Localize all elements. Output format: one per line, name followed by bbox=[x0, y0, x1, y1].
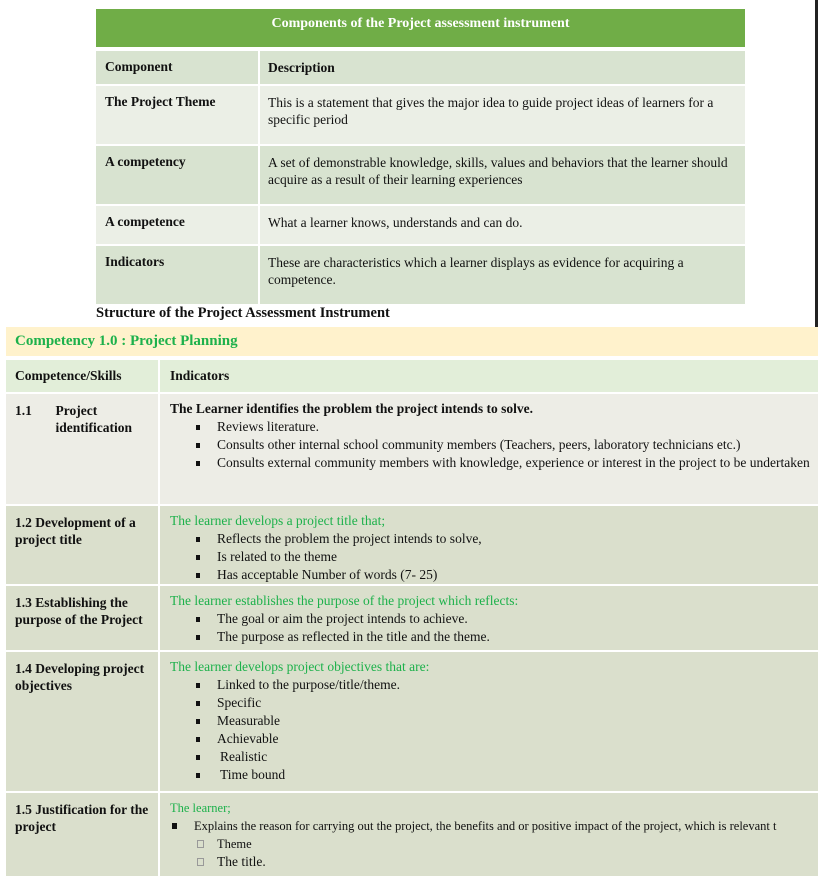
skill-number: 1.1 bbox=[15, 403, 32, 418]
indicator-list bbox=[170, 817, 818, 835]
table-row bbox=[6, 394, 818, 506]
indicator-item: Explains the reason for carrying out the project, the benefits and or positive impact of the project, which is relevant t bbox=[170, 817, 818, 835]
indicator-subitem: The title. bbox=[192, 853, 818, 871]
indicator-item: Time bound bbox=[192, 766, 818, 784]
indicator-list bbox=[170, 676, 818, 784]
indicators-cell bbox=[160, 506, 818, 584]
indicator-item: The goal or aim the project intends to achieve. bbox=[192, 610, 818, 628]
table-row bbox=[6, 506, 818, 586]
indicator-item: Linked to the purpose/title/theme. bbox=[192, 676, 818, 694]
component-description: These are characteristics which a learner displays as evidence for acquiring a competence. bbox=[268, 255, 684, 287]
header-competence-skills: Competence/Skills bbox=[6, 360, 160, 392]
components-table bbox=[96, 9, 745, 306]
indicator-item: Measurable bbox=[192, 712, 818, 730]
indicator-item: Is related to the theme bbox=[192, 548, 818, 566]
skill-name: 1.2 Development of a project title bbox=[6, 506, 160, 584]
skill-name: 1.3 Establishing the purpose of the Project bbox=[6, 586, 160, 650]
competency-banner: Competency 1.0 : Project Planning bbox=[6, 327, 818, 360]
table-row bbox=[96, 246, 745, 306]
table-row bbox=[6, 793, 818, 878]
skill-cell bbox=[6, 394, 160, 504]
header-indicators: Indicators bbox=[170, 368, 230, 383]
indicator-subitem: Theme bbox=[192, 835, 818, 853]
indicator-list bbox=[170, 530, 818, 584]
indicator-lead: The learner develops project objectives that are: bbox=[170, 659, 430, 674]
component-description: A set of demonstrable knowledge, skills, values and behaviors that the learner should acquire as a result of their learning experiences bbox=[268, 155, 728, 187]
indicator-list bbox=[170, 610, 818, 646]
indicator-lead: The learner develops a project title that; bbox=[170, 513, 386, 528]
structure-table bbox=[6, 327, 818, 878]
skill-name: 1.5 Justification for the project bbox=[6, 793, 160, 876]
structure-heading: Structure of the Project Assessment Instrument bbox=[96, 305, 390, 321]
component-name: The Project Theme bbox=[96, 86, 260, 144]
indicator-item: Consults other internal school community members (Teachers, peers, laboratory technicians etc.) bbox=[192, 436, 818, 454]
indicator-lead: The learner establishes the purpose of the project which reflects: bbox=[170, 593, 519, 608]
table-row bbox=[6, 586, 818, 652]
component-name: Indicators bbox=[96, 246, 260, 304]
indicators-cell bbox=[160, 652, 818, 791]
indicator-item: Consults external community members with knowledge, experience or interest in the project to be undertaken bbox=[192, 454, 818, 472]
table-row bbox=[6, 652, 818, 793]
table-row bbox=[96, 86, 745, 146]
components-table-title: Components of the Project assessment instrument bbox=[96, 9, 745, 51]
component-description: What a learner knows, understands and can do. bbox=[268, 215, 523, 230]
indicators-cell bbox=[160, 394, 818, 504]
header-description: Description bbox=[268, 60, 335, 75]
table-row bbox=[96, 206, 745, 246]
component-description: This is a statement that gives the major idea to guide project ideas of learners for a specific period bbox=[268, 95, 714, 127]
indicator-sublist bbox=[170, 835, 818, 871]
indicator-item: Reflects the problem the project intends to solve, bbox=[192, 530, 818, 548]
structure-table-header bbox=[6, 360, 818, 394]
indicator-item: Achievable bbox=[192, 730, 818, 748]
header-component: Component bbox=[96, 51, 260, 84]
indicator-item: Realistic bbox=[192, 748, 818, 766]
indicator-item: The purpose as reflected in the title and the theme. bbox=[192, 628, 818, 646]
component-name: A competency bbox=[96, 146, 260, 204]
table-row bbox=[96, 146, 745, 206]
components-table-header bbox=[96, 51, 745, 86]
indicator-lead: The learner; bbox=[170, 801, 231, 815]
indicator-lead: The Learner identifies the problem the project intends to solve. bbox=[170, 401, 533, 416]
indicator-item: Reviews literature. bbox=[192, 418, 818, 436]
indicators-cell bbox=[160, 793, 818, 876]
indicator-list bbox=[170, 418, 818, 472]
skill-name: Project identification bbox=[55, 403, 132, 435]
indicator-item: Specific bbox=[192, 694, 818, 712]
skill-name: 1.4 Developing project objectives bbox=[6, 652, 160, 791]
indicators-cell bbox=[160, 586, 818, 650]
indicator-item: Has acceptable Number of words (7- 25) bbox=[192, 566, 818, 584]
component-name: A competence bbox=[96, 206, 260, 244]
